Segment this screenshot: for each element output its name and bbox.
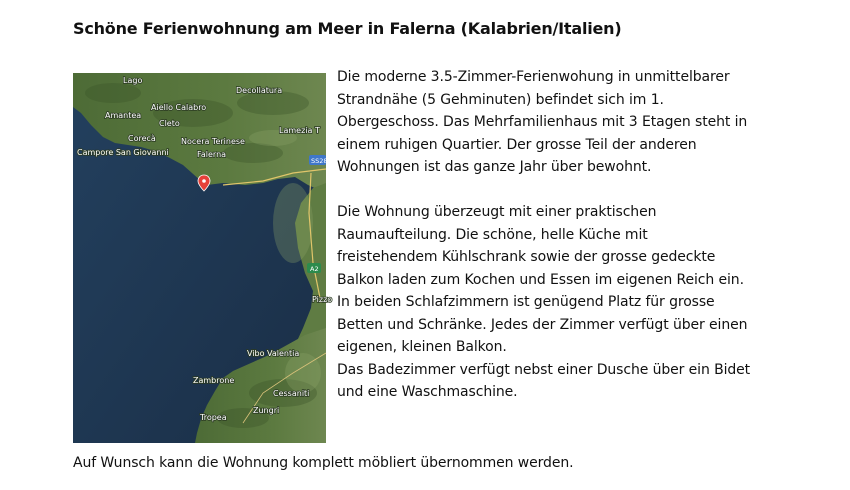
map-label-vibo-valentia: Vibo Valentia <box>247 349 300 358</box>
map-label-lamezia: Lamezia T <box>279 126 320 135</box>
page-title: Schöne Ferienwohnung am Meer in Falerna (Kalabrien/Italien) <box>73 19 622 38</box>
road-label-ss28: SS28 <box>311 157 328 165</box>
map-label-cleto: Cleto <box>159 119 180 128</box>
description-line: Raumaufteilung. Die schöne, helle Küche mit <box>337 226 648 243</box>
description-line: In beiden Schlafzimmern ist genügend Platz für grosse <box>337 294 715 310</box>
description-text <box>337 66 787 404</box>
map-label-aiello-calabro: Aiello Calabro <box>151 103 207 112</box>
location-map <box>73 73 333 443</box>
map-label-zambrone: Zambrone <box>193 376 235 385</box>
map-label-campore-san-giovanni: Campore San Giovanni <box>77 148 169 157</box>
map-label-zungri: Zungri <box>253 406 280 415</box>
road-label-a2: A2 <box>310 265 319 273</box>
description-line: Strandnähe (5 Gehminuten) befindet sich im 1. <box>337 91 664 108</box>
map-label-falerna: Falerna <box>197 150 227 159</box>
map-label-pizzo: Pizzo <box>312 295 333 304</box>
description-line: Betten und Schränke. Jedes der Zimmer verfügt über einen <box>337 316 748 333</box>
map-label-cessaniti: Cessaniti <box>273 389 310 398</box>
description-line: Das Badezimmer verfügt nebst einer Dusche über ein Bidet <box>337 361 751 378</box>
description-line: Die moderne 3.5-Zimmer-Ferienwohung in unmittelbarer <box>337 69 730 85</box>
map-label-nocera-terinese: Nocera Terinese <box>181 137 245 146</box>
description-line: Die Wohnung überzeugt mit einer praktischen <box>337 204 657 220</box>
description-line: Obergeschoss. Das Mehrfamilienhaus mit 3 Etagen steht in <box>337 114 748 130</box>
map-label-coreca: Corecà <box>128 134 156 143</box>
furnishing-note: Auf Wunsch kann die Wohnung komplett möbliert übernommen werden. <box>73 455 574 471</box>
description-line: und eine Waschmaschine. <box>337 384 518 400</box>
paragraph-gap <box>337 179 787 202</box>
description-line: freistehendem Kühlschrank sowie der grosse gedeckte <box>337 249 716 265</box>
description-line: einem ruhigen Quartier. Der grosse Teil der anderen <box>337 136 697 153</box>
map-label-lago: Lago <box>123 76 143 85</box>
description-line: eigenen, kleinen Balkon. <box>337 339 507 355</box>
description-line: Wohnungen ist das ganze Jahr über bewohnt. <box>337 159 652 175</box>
map-image <box>73 73 333 443</box>
map-label-tropea: Tropea <box>200 413 227 422</box>
description-line: Balkon laden zum Kochen und Essen im eigenen Reich ein. <box>337 271 744 288</box>
map-label-amantea: Amantea <box>105 111 142 120</box>
map-label-decollatura: Decollatura <box>236 86 283 95</box>
